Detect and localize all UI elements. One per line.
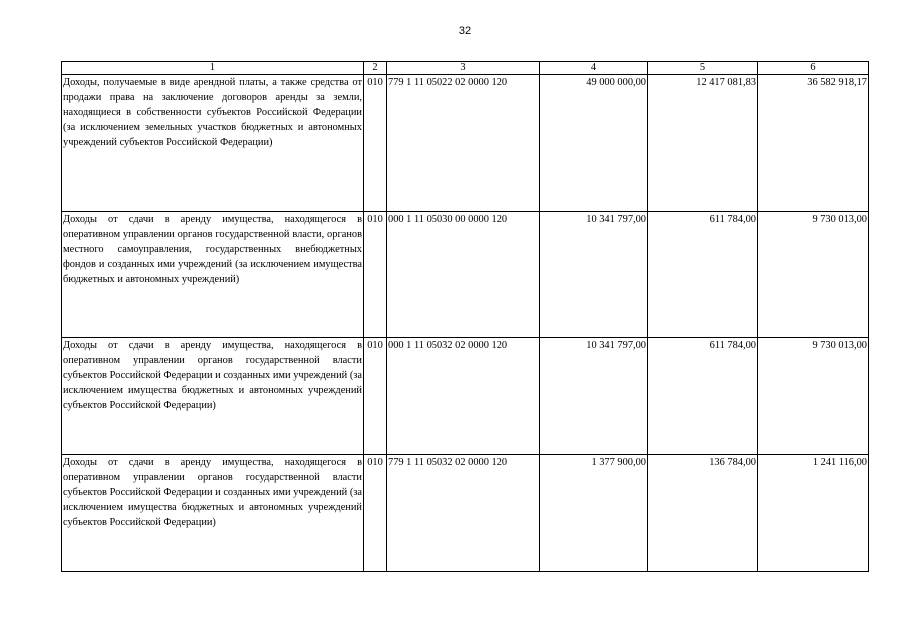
row-value-col6: 9 730 013,00	[758, 338, 869, 455]
row-value-col6: 36 582 918,17	[758, 75, 869, 212]
row-value-col6: 9 730 013,00	[758, 212, 869, 338]
row-value-col4: 49 000 000,00	[540, 75, 648, 212]
row-value-col5: 611 784,00	[648, 212, 758, 338]
row-description: Доходы от сдачи в аренду имущества, находящегося в оперативном управлении органов государственной власти субъектов Российской Федерации и созданных ими учреждений (за исключением имущества бюджетных и автономных учреждений субъектов Российской Федерации)	[62, 338, 364, 455]
table-header-row	[62, 62, 869, 75]
row-line-code: 010	[364, 75, 387, 212]
row-value-col4: 1 377 900,00	[540, 455, 648, 572]
row-budget-code: 779 1 11 05032 02 0000 120	[387, 455, 540, 572]
row-value-col5: 12 417 081,83	[648, 75, 758, 212]
column-header-2: 2	[364, 62, 387, 75]
table-row	[62, 455, 869, 572]
column-header-6: 6	[758, 62, 869, 75]
row-line-code: 010	[364, 338, 387, 455]
row-line-code: 010	[364, 455, 387, 572]
table-row	[62, 75, 869, 212]
column-header-3: 3	[387, 62, 540, 75]
row-value-col4: 10 341 797,00	[540, 212, 648, 338]
row-value-col4: 10 341 797,00	[540, 338, 648, 455]
row-value-col6: 1 241 116,00	[758, 455, 869, 572]
column-header-5: 5	[648, 62, 758, 75]
row-description: Доходы от сдачи в аренду имущества, находящегося в оперативном управлении органов государственной власти субъектов Российской Федерации и созданных ими учреждений (за исключением имущества бюджетных и автономных учреждений субъектов Российской Федерации)	[62, 455, 364, 572]
row-description: Доходы от сдачи в аренду имущества, находящегося в оперативном управлении органов государственной власти, органов местного самоуправления, государственных внебюджетных фондов и созданных ими учреждений (за исключением имущества бюджетных и автономных учреждений)	[62, 212, 364, 338]
row-value-col5: 611 784,00	[648, 338, 758, 455]
table-row	[62, 212, 869, 338]
row-value-col5: 136 784,00	[648, 455, 758, 572]
row-line-code: 010	[364, 212, 387, 338]
row-description: Доходы, получаемые в виде арендной платы, а также средства от продажи права на заключение договоров аренды за земли, находящиеся в собственности субъектов Российской Федерации (за исключением земельных участков бюджетных и автономных учреждений субъектов Российской Федерации)	[62, 75, 364, 212]
row-budget-code: 779 1 11 05022 02 0000 120	[387, 75, 540, 212]
row-budget-code: 000 1 11 05030 00 0000 120	[387, 212, 540, 338]
row-budget-code: 000 1 11 05032 02 0000 120	[387, 338, 540, 455]
column-header-4: 4	[540, 62, 648, 75]
column-header-1: 1	[62, 62, 364, 75]
revenue-table	[61, 61, 869, 572]
page-number: 32	[458, 25, 472, 37]
table-row	[62, 338, 869, 455]
